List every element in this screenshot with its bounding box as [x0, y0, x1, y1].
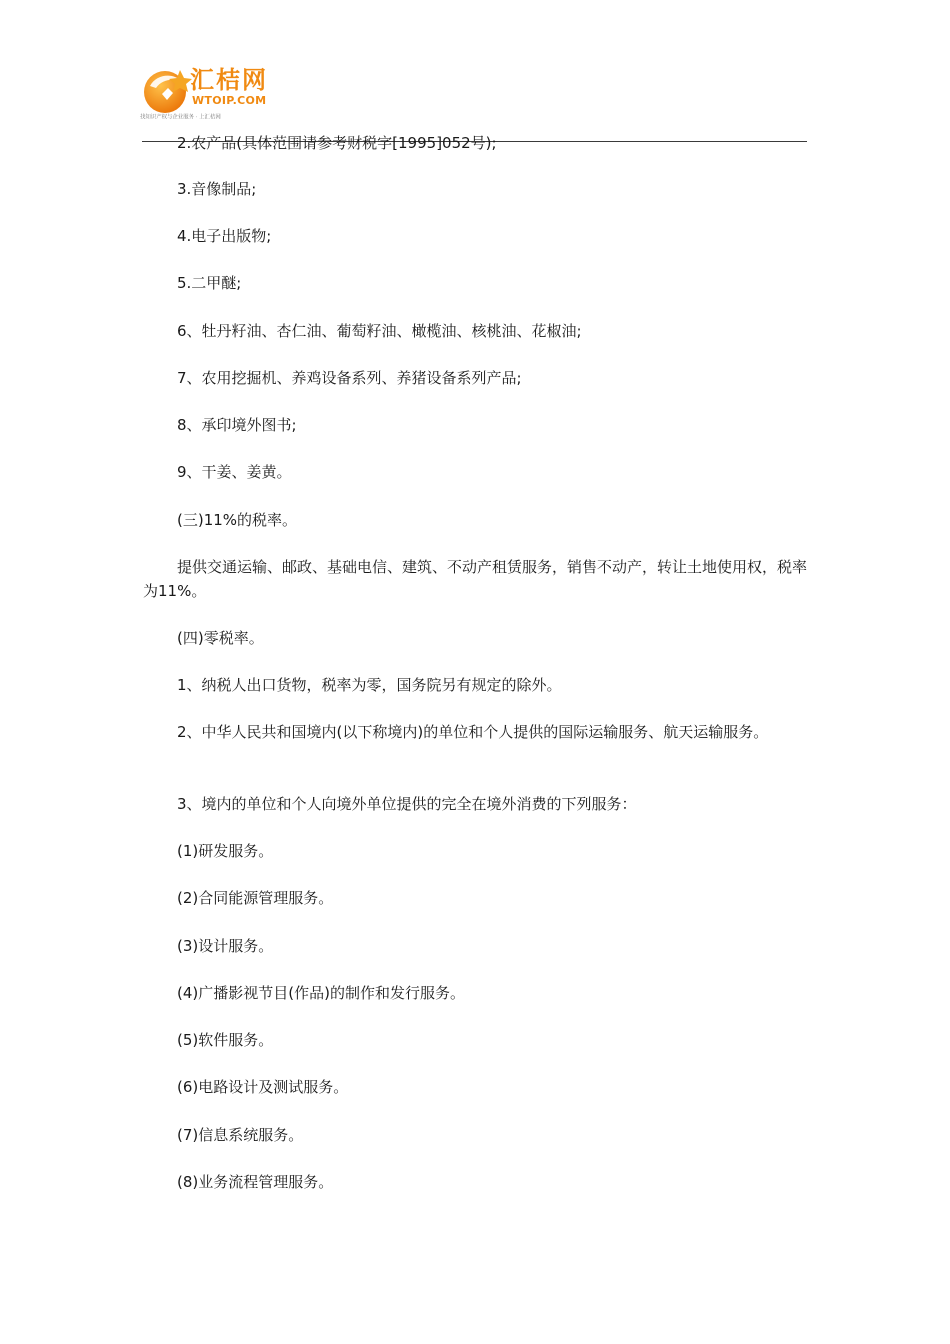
paragraph: (四)零税率。 [177, 629, 264, 647]
paragraph: 2、中华人民共和国境内(以下称境内)的单位和个人提供的国际运输服务、航天运输服务。 [177, 723, 769, 741]
paragraph: 1、纳税人出口货物，税率为零，国务院另有规定的除外。 [177, 676, 562, 694]
paragraph: 9、干姜、姜黄。 [177, 463, 292, 481]
logo-domain: WTOIP.COM [192, 94, 267, 107]
paragraph: 提供交通运输、邮政、基础电信、建筑、不动产租赁服务，销售不动产，转让土地使用权，税率为11%。 [143, 558, 808, 600]
paragraph: (6)电路设计及测试服务。 [177, 1078, 349, 1096]
paragraph: 3、境内的单位和个人向境外单位提供的完全在境外消费的下列服务： [177, 795, 637, 813]
logo-name: 汇桔网 [190, 66, 268, 94]
paragraph: 7、农用挖掘机、养鸡设备系列、养猪设备系列产品; [177, 369, 522, 387]
logo-mark-icon [140, 64, 194, 118]
paragraph: (8)业务流程管理服务。 [177, 1173, 334, 1191]
paragraph: (1)研发服务。 [177, 842, 274, 860]
site-logo[interactable] [140, 64, 290, 128]
paragraph: (4)广播影视节目(作品)的制作和发行服务。 [177, 984, 465, 1002]
paragraph: 2.农产品(具体范围请参考财税字[1995]052号); [177, 134, 497, 152]
paragraph: (3)设计服务。 [177, 937, 274, 955]
paragraph: (5)软件服务。 [177, 1031, 274, 1049]
paragraph: 3.音像制品; [177, 180, 257, 198]
logo-slogan: 找知识产权与企业服务 · 上汇桔网 [140, 114, 221, 121]
paragraph: (三)11%的税率。 [177, 511, 298, 529]
paragraph: (7)信息系统服务。 [177, 1126, 304, 1144]
paragraph: 4.电子出版物; [177, 227, 272, 245]
page-header [0, 0, 950, 150]
paragraph: 6、牡丹籽油、杏仁油、葡萄籽油、橄榄油、核桃油、花椒油; [177, 322, 582, 340]
paragraph: 8、承印境外图书; [177, 416, 297, 434]
paragraph: 5.二甲醚; [177, 274, 242, 292]
paragraph: (2)合同能源管理服务。 [177, 889, 334, 907]
